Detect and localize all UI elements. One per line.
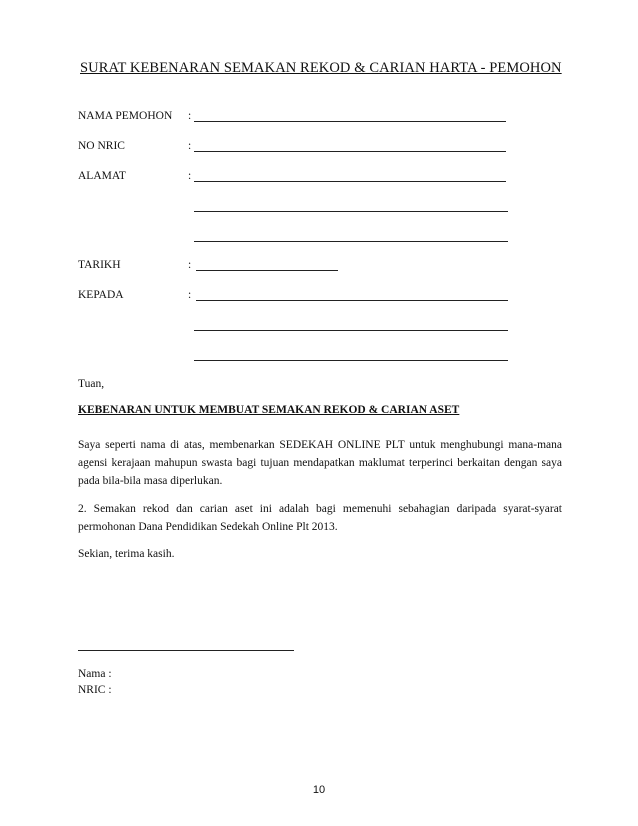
label-tarikh: TARIKH [78, 259, 121, 271]
colon-kepada: : [188, 289, 192, 301]
document-title: SURAT KEBENARAN SEMAKAN REKOD & CARIAN HARTA - PEMOHON [80, 60, 562, 76]
alamat-line-2 [194, 211, 508, 212]
paragraph-1: Saya seperti nama di atas, membenarkan SEDEKAH ONLINE PLT untuk menghubungi mana-mana agensi kerajaan mahupun swasta bagi tujuan mendapatkan maklumat terperinci berkaitan dengan saya pada bila-bila masa diperlukan. [78, 439, 562, 487]
label-nama-pemohon: NAMA PEMOHON [78, 110, 173, 122]
kepada-line-2 [194, 330, 508, 331]
kepada-line-1 [196, 300, 508, 301]
colon-alamat: : [188, 170, 192, 182]
no-nric-line [194, 151, 506, 152]
label-kepada: KEPADA [78, 289, 124, 301]
alamat-line-3 [194, 241, 508, 242]
salutation: Tuan, [78, 378, 105, 390]
page-number: 10 [312, 784, 326, 796]
colon-tarikh: : [188, 259, 192, 271]
nama-pemohon-line [194, 121, 506, 122]
closing-text: Sekian, terima kasih. [78, 548, 175, 560]
signature-line [78, 650, 294, 651]
kepada-line-3 [194, 360, 508, 361]
colon-no-nric: : [188, 140, 192, 152]
alamat-line-1 [194, 181, 506, 182]
paragraph-2: 2. Semakan rekod dan carian aset ini adalah bagi memenuhi sebahagian daripada syarat-syarat permohonan Dana Pendidikan Sedekah Online Plt 2013. [78, 503, 562, 533]
colon-nama-pemohon: : [188, 110, 192, 122]
label-no-nric: NO NRIC [78, 140, 125, 152]
tarikh-line [196, 270, 338, 271]
label-alamat: ALAMAT [78, 170, 126, 182]
signature-nama-label: Nama : [78, 668, 112, 680]
signature-nric-label: NRIC : [78, 684, 112, 696]
letter-heading: KEBENARAN UNTUK MEMBUAT SEMAKAN REKOD & CARIAN ASET [78, 404, 460, 416]
